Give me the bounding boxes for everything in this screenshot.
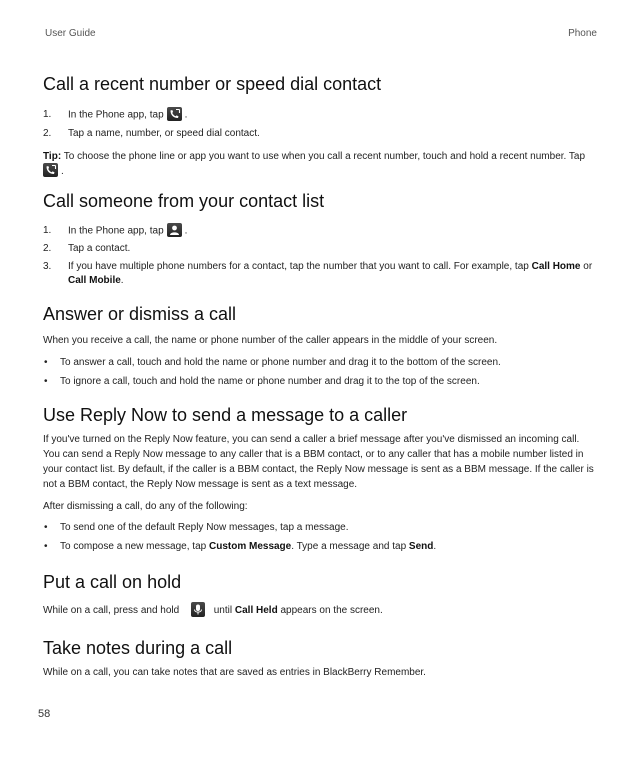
section-title-notes: Take notes during a call — [43, 638, 233, 659]
hold-text: until — [213, 605, 233, 617]
list-item-text-end: . — [433, 541, 437, 553]
step-text-or: or — [583, 261, 593, 273]
section-title-reply-now: Use Reply Now to send a message to a caller — [43, 405, 408, 426]
bullet-marker: • — [44, 522, 48, 534]
step-item — [43, 224, 596, 239]
step-number: 2. — [43, 243, 52, 255]
custom-message-label: Custom Message — [208, 541, 292, 553]
notes-paragraph: While on a call, you can take notes that are saved as entries in BlackBerry Remember. — [43, 667, 426, 679]
call-held-label: Call Held — [234, 605, 278, 617]
hold-instruction — [43, 603, 596, 618]
list-item-text: To send one of the default Reply Now messages, tap a message. — [60, 522, 349, 534]
step-text: If you have multiple phone numbers for a contact, tap the number that you want to call. For example, tap — [68, 261, 529, 273]
section-title-recent-call: Call a recent number or speed dial contact — [43, 74, 382, 94]
step-number: 1. — [43, 109, 52, 120]
list-item-text: . Type a message and tap — [291, 541, 407, 553]
section-title-answer-dismiss: Answer or dismiss a call — [43, 304, 237, 325]
hold-text: While on a call, press and hold — [43, 605, 180, 617]
running-header-right: Phone — [568, 28, 597, 39]
section-title-hold: Put a call on hold — [43, 572, 182, 593]
hold-text-end: appears on the screen. — [280, 605, 383, 617]
step-number: 3. — [43, 261, 52, 273]
send-label: Send — [408, 541, 434, 553]
step-text: In the Phone app, tap — [68, 109, 164, 121]
step-text: Tap a name, number, or speed dial contact. — [68, 127, 260, 139]
step-item — [43, 108, 596, 123]
call-mobile-label: Call Mobile — [68, 275, 121, 287]
page-number: 58 — [38, 708, 51, 720]
contacts-icon — [167, 223, 182, 237]
step-text-end: . — [184, 109, 188, 121]
reply-now-paragraph: If you've turned on the Reply Now feature, you can send a caller a brief message after you've dismissed an incoming call. You can send a Reply Now message to any caller that is a BBM contact, or to any caller that has a mobile number listed in your contact list. By default, if the caller is a BBM contact, the Reply Now message is sent as a BBM message. If the caller is not a BBM contact, the Reply Now message is sent as a text message. — [43, 434, 594, 491]
list-item — [43, 540, 596, 554]
step-number: 2. — [43, 127, 52, 139]
tip-text: To choose the phone line or app you want to use when you call a recent number, touch and hold a recent number. Tap — [63, 150, 586, 162]
step-item — [43, 260, 596, 288]
phone-recent-icon — [167, 107, 182, 121]
running-header-left: User Guide — [45, 28, 96, 39]
list-item-text: To ignore a call, touch and hold the name or phone number and drag it to the top of the screen. — [60, 376, 480, 388]
step-number: 1. — [43, 224, 52, 236]
step-text: In the Phone app, tap — [68, 225, 164, 237]
step-text: Tap a contact. — [68, 243, 131, 255]
list-item — [43, 356, 596, 370]
call-home-label: Call Home — [531, 261, 581, 273]
document-body — [43, 74, 596, 680]
phone-recent-icon — [43, 163, 58, 177]
step-text-end: . — [184, 225, 188, 237]
tip-text-end: . — [61, 165, 64, 177]
step-text-end: . — [120, 275, 124, 287]
step-item — [43, 127, 596, 141]
list-item — [43, 375, 596, 389]
list-item-text: To answer a call, touch and hold the name or phone number and drag it to the bottom of the screen. — [60, 357, 501, 369]
section-title-contact-list: Call someone from your contact list — [43, 190, 325, 211]
list-item-text: To compose a new message, tap — [60, 541, 207, 553]
step-item — [43, 242, 596, 256]
tip-label: Tip: — [43, 150, 62, 162]
tip-paragraph — [43, 149, 596, 179]
answer-intro: When you receive a call, the name or phone number of the caller appears in the middle of your screen. — [43, 335, 498, 347]
bullet-marker: • — [44, 376, 48, 388]
bullet-marker: • — [44, 541, 48, 553]
bullet-marker: • — [44, 357, 48, 369]
reply-now-instruction: After dismissing a call, do any of the following: — [43, 501, 248, 513]
mute-key-icon — [191, 602, 205, 617]
list-item — [43, 521, 596, 535]
